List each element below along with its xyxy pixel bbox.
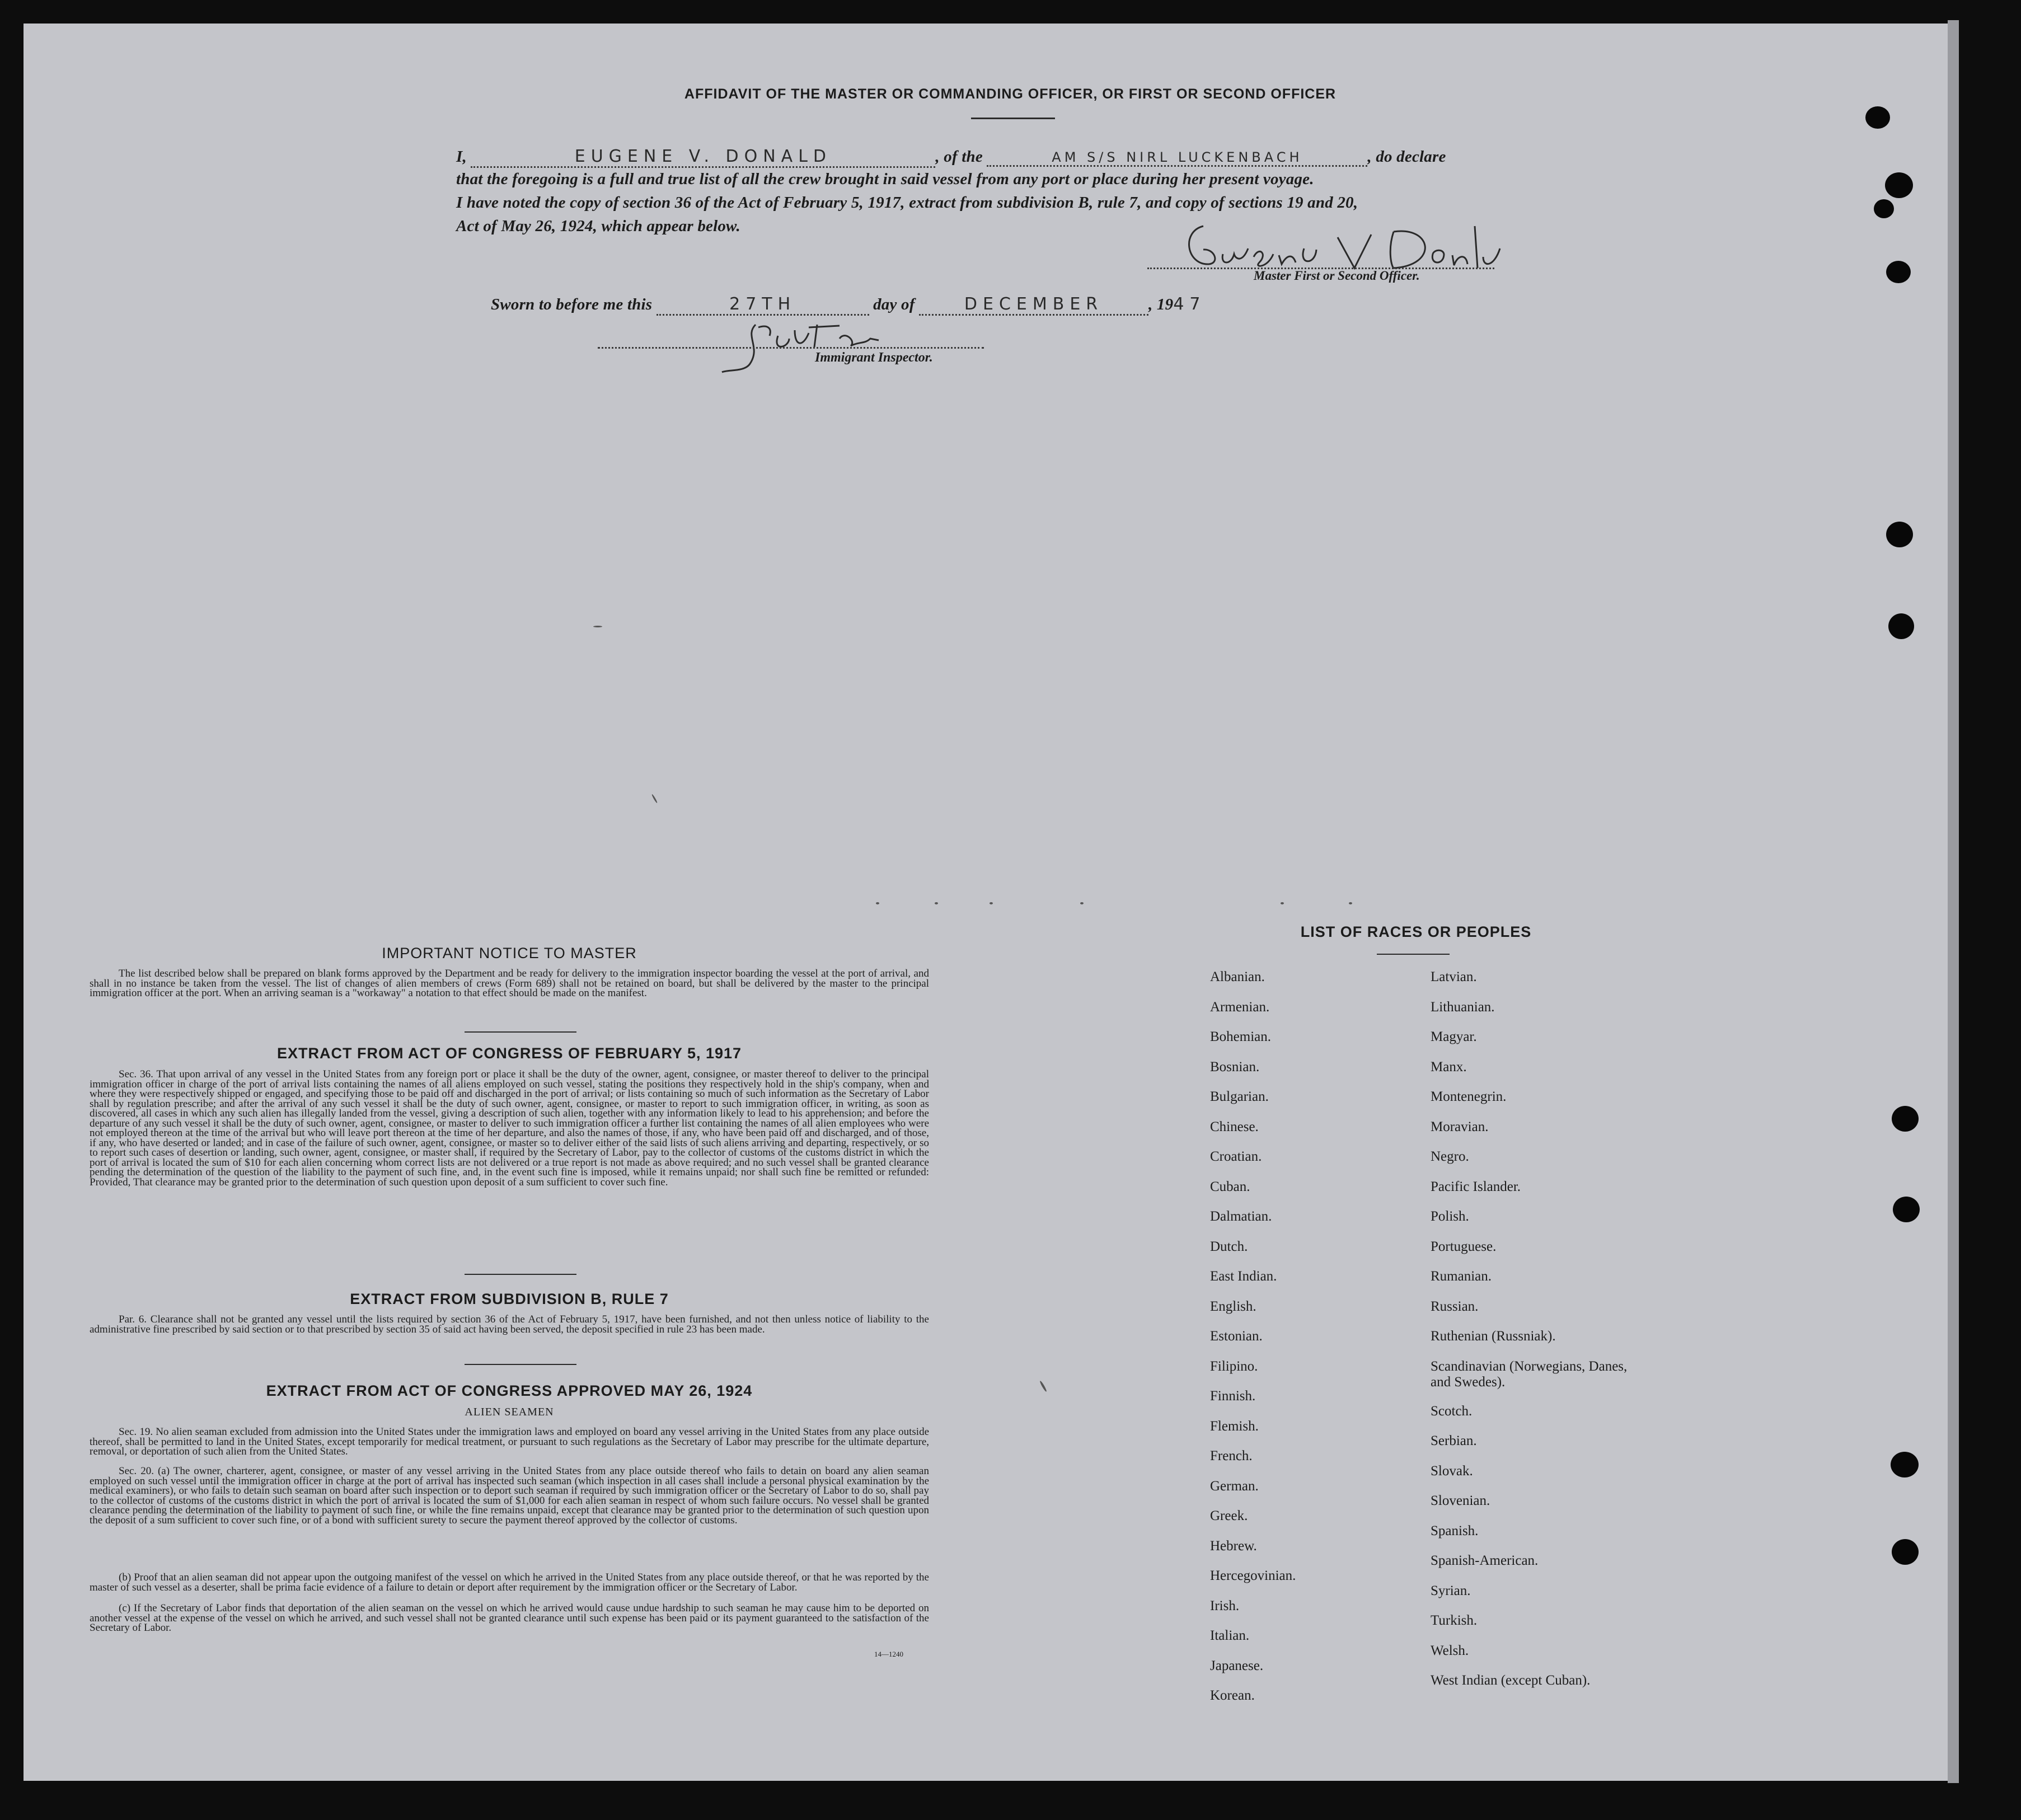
race-item: Spanish.	[1431, 1523, 1479, 1538]
day-field: 27TH	[657, 294, 869, 316]
race-item: Irish.	[1210, 1598, 1240, 1613]
notice-title: IMPORTANT NOTICE TO MASTER	[382, 945, 637, 961]
affidavit-line-2: that the foregoing is a full and true list of all the crew brought in said vessel from any port or place during her present voyage.	[456, 170, 1314, 188]
race-item: West Indian (except Cuban).	[1431, 1673, 1591, 1688]
race-item: East Indian.	[1210, 1269, 1277, 1284]
race-item: Scandinavian (Norwegians, Danes, and Swedes).	[1431, 1358, 1628, 1390]
punch-hole	[1874, 199, 1894, 218]
race-item: Latvian.	[1431, 969, 1477, 984]
races-left-column	[1210, 969, 1296, 1718]
vessel-name-field: AM S/S NIRL LUCKENBACH	[987, 149, 1367, 167]
extract-1924-subtitle: ALIEN SEAMEN	[465, 1406, 554, 1418]
i-label: I,	[456, 148, 467, 166]
punch-hole	[1892, 1106, 1919, 1132]
affidavit-line-1	[456, 147, 1446, 168]
title-rule	[971, 118, 1055, 119]
section-rule	[465, 1364, 576, 1365]
race-item: Slovak.	[1431, 1463, 1473, 1479]
race-item: Filipino.	[1210, 1358, 1258, 1374]
extract-1917-text: Sec. 36. That upon arrival of any vessel in the United States from any foreign port or place it shall be the duty of the owner, agent, consignee, or master thereof to deliver to the principal immigration officer in charge of the port of arrival lists containing the names of all aliens employed on such vessel, stating the positions they respectively hold in the ship's company, when and where they were respectively shipped or engaged, and specifying those to be paid off and discharged in the port of arrival; or lists containing so much of such information as the Secretary of Labor shall by regulation prescribe; and after the arrival of any such vessel it shall be the duty of such owner, agent, consignee, or master to report to such immigration officer, in writing, as soon as discovered, all cases in which any such alien has illegally landed from the vessel, giving a description of such alien, together with any information likely to lead to his apprehension; and before the departure of any such vessel it shall be the duty of such owner, agent, consignee, or master to deliver to such immigration officer a further list containing the names of all alien employees who were not employed thereon at the time of the arrival but who will leave port thereon at the time of her departure, and also the names of those, if any, who have been paid off and discharged, and of those, if any, who have deserted or landed; and in case of the failure of such owner, agent, consignee, or master so to deliver either of the said lists of such aliens arriving and departing, respectively, or so to report such cases of desertion or landing, such owner, agent, consignee, or master shall, if required by the Secretary of Labor, pay to the collector of customs of the customs district in which the port of arrival is located the sum of $10 for each alien concerning whom correct lists are not delivered or a true report is not made as above required; and no such vessel shall be granted clearance pending the determination of the question of the liability to the payment of such fine, and, in the event such fine is imposed, while it remains unpaid; nor shall such fine be remitted or refunded: Provided, That clearance may be granted prior to the determination of such question upon deposit of a sum sufficient to cover such fine.	[90, 1068, 929, 1188]
of-the-label: , of the	[935, 148, 983, 166]
race-item: Chinese.	[1210, 1119, 1259, 1134]
race-item: Moravian.	[1431, 1119, 1489, 1134]
extract-1924-title: EXTRACT FROM ACT OF CONGRESS APPROVED MAY 26, 1924	[266, 1382, 753, 1399]
race-item: Finnish.	[1210, 1389, 1256, 1404]
race-item: Slovenian.	[1431, 1493, 1490, 1508]
race-item: Serbian.	[1431, 1433, 1477, 1448]
race-item: Lithuanian.	[1431, 999, 1495, 1015]
race-item: Scotch.	[1431, 1403, 1473, 1419]
punch-hole	[1892, 1539, 1919, 1565]
sec20c-text: (c) If the Secretary of Labor finds that deportation of the alien seaman on the vessel on which he arrived would cause undue hardship to such seaman he may cause him to be deported on another vessel at the expense of the vessel on which he arrived, and such vessel shall not be granted clearance until such expense has been paid or its payment guaranteed to the satisfaction of the Secretary of Labor.	[90, 1602, 929, 1634]
form-number: 14—1240	[874, 1650, 903, 1658]
race-item: Portuguese.	[1431, 1239, 1497, 1254]
sec20a-text: Sec. 20. (a) The owner, charterer, agent, consignee, or master of any vessel arriving in the United States from any place outside thereof who fails to detain on board any alien seaman employed on such vessel until the immigration officer in charge at the port of arrival has inspected such seaman (which inspection in all cases shall include a personal physical examination by the medical examiners), or who fails to detain such seaman on board after such inspection or to deport such seaman if required by such immigration officer or the Secretary of Labor to do so, shall pay to the collector of customs of the customs district in which the port of arrival is located the sum of $1,000 for each alien seaman in respect of whom such failure occurs. No vessel shall be granted clearance pending the determination of the liability to payment of such fine, or while the fine remains unpaid, except that clearance may be granted prior to the determination of such question upon the deposit of a sum sufficient to cover such fine, or of a bond with sufficient surety to secure the payment thereof approved by the collector of customs.	[90, 1465, 929, 1526]
race-item: Spanish-American.	[1431, 1553, 1539, 1568]
affidavit-title: AFFIDAVIT OF THE MASTER OR COMMANDING OFFICER, OR FIRST OR SECOND OFFICER	[684, 86, 1337, 102]
race-item: Montenegrin.	[1431, 1089, 1507, 1104]
year-prefix: , 19	[1148, 295, 1174, 313]
race-item: Syrian.	[1431, 1583, 1471, 1598]
race-item: English.	[1210, 1298, 1256, 1314]
section-rule	[465, 1031, 576, 1033]
punch-hole	[1886, 522, 1913, 547]
section-rule	[465, 1274, 576, 1275]
race-item: Armenian.	[1210, 999, 1270, 1015]
race-item: Hebrew.	[1210, 1538, 1257, 1554]
race-item: Dalmatian.	[1210, 1209, 1272, 1224]
race-item: Negro.	[1431, 1149, 1469, 1164]
punch-hole	[1865, 106, 1890, 129]
race-item: Turkish.	[1431, 1613, 1478, 1628]
punch-hole	[1888, 613, 1914, 639]
race-item: Welsh.	[1431, 1643, 1469, 1658]
punch-hole	[1886, 261, 1911, 283]
sec20b-text: (b) Proof that an alien seaman did not appear upon the outgoing manifest of the vessel on which he arrived in the United States from any place outside thereof, or that he was reported by the master of such vessel as a deserter, shall be prima facie evidence of a failure to detain or deport after requirement by the immigration officer or the Secretary of Labor.	[90, 1572, 929, 1593]
affidavit-line-3: I have noted the copy of section 36 of the Act of February 5, 1917, extract from subdivision B, rule 7, and copy of sections 19 and 20,	[456, 194, 1358, 212]
inspector-signature	[711, 313, 901, 375]
day-of-label: day of	[873, 295, 915, 313]
extract-rule7-title: EXTRACT FROM SUBDIVISION B, RULE 7	[350, 1291, 669, 1307]
race-item: German.	[1210, 1478, 1259, 1494]
race-item: Polish.	[1431, 1209, 1469, 1224]
race-item: Japanese.	[1210, 1658, 1264, 1673]
punch-hole	[1893, 1197, 1920, 1222]
extract-rule7-text: Par. 6. Clearance shall not be granted any vessel until the lists required by section 36 of the Act of February 5, 1917, have been furnished, and not then unless notice of liability to the administrative fine prescribed by said section or to that prescribed by section 35 of said act having been served, the deposit specified in rule 23 has been made.	[90, 1314, 929, 1335]
race-item: Cuban.	[1210, 1179, 1250, 1194]
punch-hole	[1885, 172, 1913, 198]
race-item: Albanian.	[1210, 969, 1265, 984]
race-item: Greek.	[1210, 1508, 1248, 1523]
sworn-label: Sworn to before me this	[491, 295, 653, 313]
master-label: Master First or Second Officer.	[1254, 269, 1420, 283]
race-item: Manx.	[1431, 1059, 1467, 1075]
race-item: Hercegovinian.	[1210, 1568, 1296, 1583]
race-item: Bosnian.	[1210, 1059, 1260, 1075]
race-item: Bulgarian.	[1210, 1089, 1269, 1104]
race-item: Pacific Islander.	[1431, 1179, 1521, 1194]
year-field: 47	[1173, 294, 1206, 314]
race-item: Italian.	[1210, 1628, 1250, 1643]
sec19-text: Sec. 19. No alien seaman excluded from admission into the United States under the immigration laws and employed on board any vessel arriving in the United States from any place outside thereof, shall be permitted to land in the United States, except temporarily for medical treatment, or pursuant to such regulations as the Secretary of Labor may prescribe for the ultimate departure, removal, or deportation of such alien from the United States.	[90, 1426, 929, 1457]
sworn-line	[491, 294, 1206, 316]
race-item: French.	[1210, 1448, 1253, 1463]
race-item: Dutch.	[1210, 1239, 1248, 1254]
page-edge	[1948, 20, 1959, 1783]
races-title-rule	[1377, 954, 1450, 955]
race-item: Russian.	[1431, 1298, 1479, 1314]
races-title: LIST OF RACES OR PEOPLES	[1300, 923, 1532, 940]
race-item: Ruthenian (Russniak).	[1431, 1329, 1556, 1344]
master-name-field: EUGENE V. DONALD	[471, 147, 935, 168]
month-field: DECEMBER	[919, 294, 1148, 316]
notice-text: The list described below shall be prepared on blank forms approved by the Department and be ready for delivery to the immigration inspector boarding the vessel at the port of arrival, and shall in no instance be taken from the vessel. The list of changes of alien members of crews (Form 689) shall not be retained on board, but shall be delivered by the master to the principal immigration officer at the port. When an arriving seaman is a "workaway" a notation to that effect should be made on the manifest.	[90, 968, 929, 999]
inspector-label: Immigrant Inspector.	[815, 350, 933, 365]
race-item: Croatian.	[1210, 1149, 1262, 1164]
affidavit-line-4: Act of May 26, 1924, which appear below.	[456, 217, 740, 235]
race-item: Estonian.	[1210, 1329, 1263, 1344]
races-right-column	[1431, 969, 1643, 1703]
declare-label: , do declare	[1367, 148, 1446, 166]
race-item: Rumanian.	[1431, 1269, 1492, 1284]
race-item: Flemish.	[1210, 1418, 1259, 1434]
punch-hole	[1891, 1452, 1919, 1477]
race-item: Magyar.	[1431, 1029, 1477, 1044]
inspector-signature-line	[598, 347, 984, 349]
race-item: Korean.	[1210, 1688, 1255, 1703]
extract-1917-title: EXTRACT FROM ACT OF CONGRESS OF FEBRUARY 5, 1917	[276, 1045, 742, 1062]
race-item: Bohemian.	[1210, 1029, 1272, 1044]
